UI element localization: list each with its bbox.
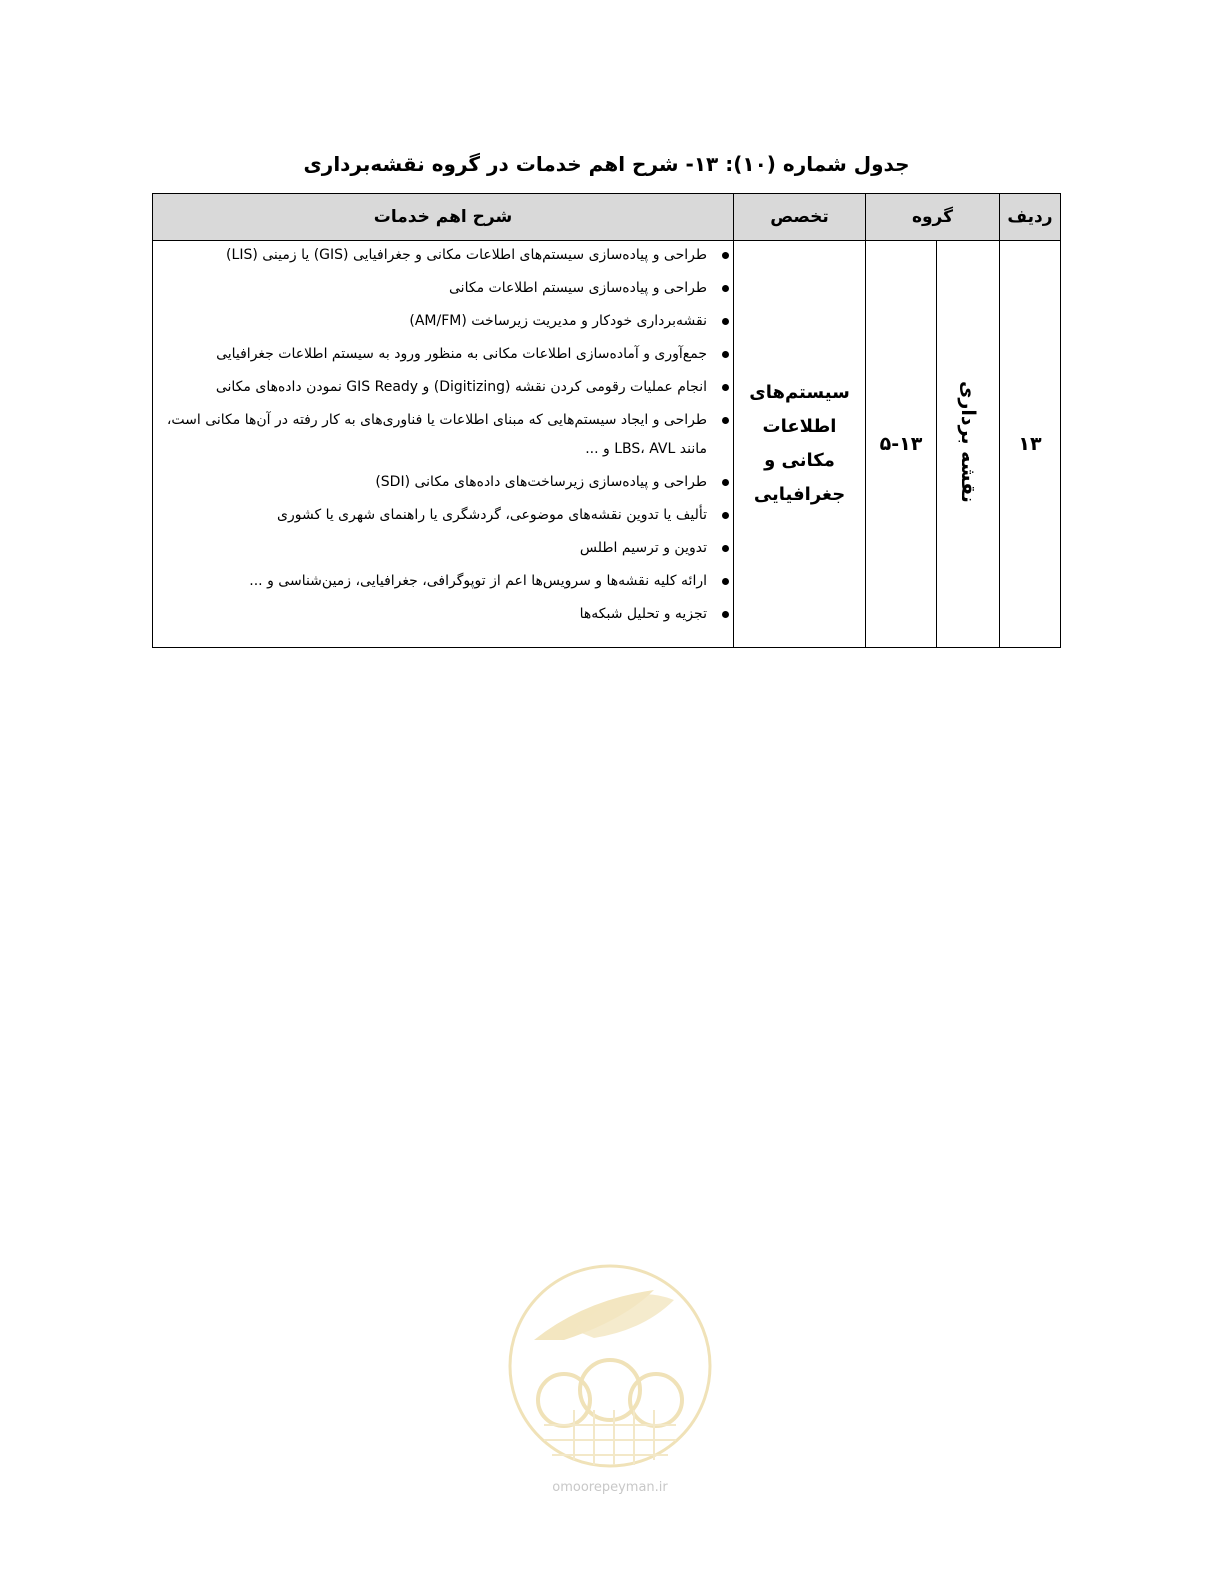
list-item: نقشه‌برداری خودکار و مدیریت زیرساخت (AM/FM) — [153, 307, 707, 336]
services-table — [152, 193, 1061, 648]
services-cell — [153, 241, 734, 648]
table-header-row — [153, 194, 1061, 241]
service-list — [153, 241, 733, 629]
list-item: ارائه کلیه نقشه‌ها و سرویس‌ها اعم از توپوگرافی، جغرافیایی، زمین‌شناسی و ... — [153, 567, 707, 596]
header-description: شرح اهم خدمات — [153, 194, 734, 241]
list-item: تجزیه و تحلیل شبکه‌ها — [153, 600, 707, 629]
group-name: نقشه برداری — [957, 381, 979, 503]
list-item: طراحی و ایجاد سیستم‌هایی که مبنای اطلاعات یا فناوری‌های به کار رفته در آن‌ها مکانی است، مانند LBS، AVL و ... — [153, 406, 707, 464]
group-code: ۵-۱۳ — [866, 241, 937, 648]
list-item: تألیف یا تدوین نقشه‌های موضوعی، گردشگری یا راهنمای شهری یا کشوری — [153, 501, 707, 530]
list-item: انجام عملیات رقومی کردن نقشه (Digitizing) و GIS Ready نمودن داده‌های مکانی — [153, 373, 707, 402]
watermark-seal-icon — [504, 1260, 716, 1510]
list-item: تدوین و ترسیم اطلس — [153, 534, 707, 563]
list-item: طراحی و پیاده‌سازی سیستم اطلاعات مکانی — [153, 274, 707, 303]
header-specialty: تخصص — [734, 194, 866, 241]
header-group: گروه — [866, 194, 1000, 241]
header-row-number: ردیف — [1000, 194, 1061, 241]
group-name-cell — [937, 241, 1000, 648]
list-item: طراحی و پیاده‌سازی سیستم‌های اطلاعات مکانی و جغرافیایی (GIS) یا زمینی (LIS) — [153, 241, 707, 270]
table-row — [153, 241, 1061, 648]
row-number: ۱۳ — [1000, 241, 1061, 648]
watermark-url: omoorepeyman.ir — [552, 1480, 668, 1495]
table-title: جدول شماره (۱۰): ۱۳- شرح اهم خدمات در گروه نقشه‌برداری — [303, 152, 910, 176]
list-item: طراحی و پیاده‌سازی زیرساخت‌های داده‌های مکانی (SDI) — [153, 468, 707, 497]
list-item: جمع‌آوری و آماده‌سازی اطلاعات مکانی به منظور ورود به سیستم اطلاعات جغرافیایی — [153, 340, 707, 369]
specialty: سیستم‌های اطلاعات مکانی و جغرافیایی — [734, 241, 866, 648]
